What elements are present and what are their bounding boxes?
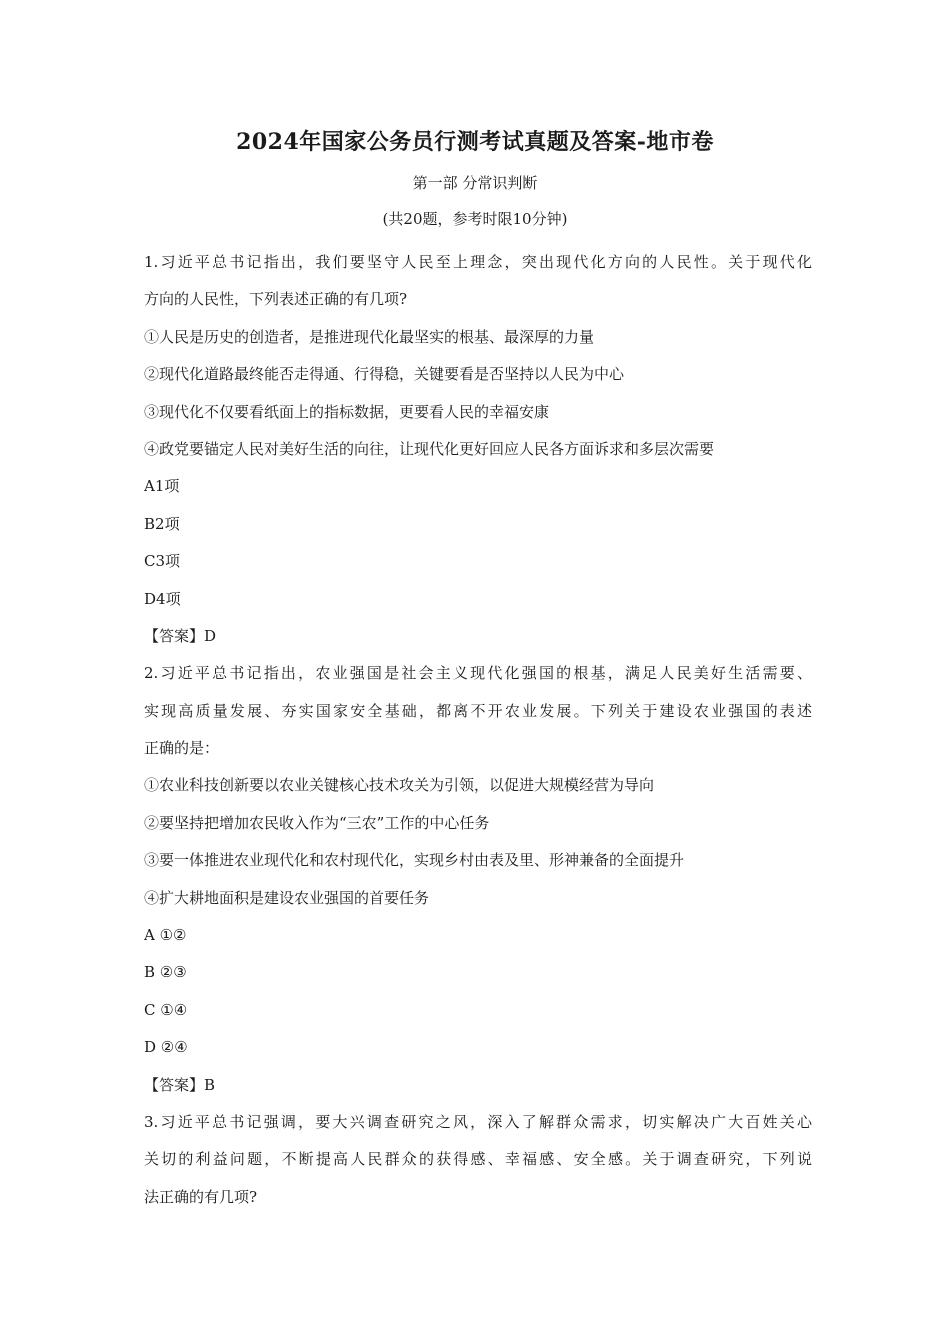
question-stem-line: 法正确的有几项? — [144, 1187, 258, 1206]
section-title: 第一部 分常识判断 — [412, 174, 538, 192]
document-title: 2024年国家公务员行测考试真题及答案-地市卷 — [236, 129, 714, 155]
question-3 — [144, 1104, 812, 1216]
statement-item: ①农业科技创新要以农业关键核心技术攻关为引领，以促进大规模经营为导向 — [144, 776, 655, 795]
answer-line: 【答案】D — [144, 626, 217, 645]
question-stem-line: 关切的利益问题，不断提高人民群众的获得感、幸福感、安全感。关于调查研究，下列说 — [144, 1150, 812, 1169]
statement-item: ④扩大耕地面积是建设农业强国的首要任务 — [144, 888, 430, 907]
question-stem-line: 1.习近平总书记指出，我们要坚守人民至上理念，突出现代化方向的人民性。关于现代化 — [144, 253, 812, 271]
statement-item: ②现代化道路最终能否走得通、行得稳，关键要看是否坚持以人民为中心 — [144, 365, 625, 384]
option-c: C3项 — [144, 552, 181, 571]
option-c: C ①④ — [144, 1000, 188, 1019]
question-stem-line: 方向的人民性，下列表述正确的有几项? — [144, 290, 408, 309]
option-a: A ①② — [144, 926, 187, 945]
question-2 — [144, 655, 812, 1104]
document-body — [144, 244, 812, 1216]
question-stem-line: 3.习近平总书记强调，要大兴调查研究之风，深入了解群众需求，切实解决广大百姓关心 — [144, 1112, 812, 1131]
option-d: D4项 — [144, 589, 181, 608]
option-d: D ②④ — [144, 1038, 188, 1057]
statement-item: ①人民是历史的创造者，是推进现代化最坚实的根基、最深厚的力量 — [144, 327, 595, 346]
option-b: B ②③ — [144, 963, 187, 982]
question-stem-line: 实现高质量发展、夯实国家安全基础，都离不开农业发展。下列关于建设农业强国的表述 — [144, 701, 812, 720]
question-stem-line: 2.习近平总书记指出，农业强国是社会主义现代化强国的根基，满足人民美好生活需要、 — [144, 664, 812, 683]
statement-item: ②要坚持把增加农民收入作为“三农”工作的中心任务 — [144, 813, 490, 832]
option-b: B2项 — [144, 514, 180, 533]
answer-line: 【答案】B — [144, 1075, 216, 1094]
question-1 — [144, 244, 812, 655]
option-a: A1项 — [144, 477, 180, 496]
statement-item: ③要一体推进农业现代化和农村现代化，实现乡村由表及里、形神兼备的全面提升 — [144, 851, 685, 870]
statement-item: ③现代化不仅要看纸面上的指标数据，更要看人民的幸福安康 — [144, 402, 550, 421]
section-note: (共20题，参考时限10分钟) — [382, 210, 568, 228]
question-stem-line: 正确的是： — [144, 739, 220, 758]
statement-item: ④政党要锚定人民对美好生活的向往，让现代化更好回应人民各方面诉求和多层次需要 — [144, 439, 715, 458]
